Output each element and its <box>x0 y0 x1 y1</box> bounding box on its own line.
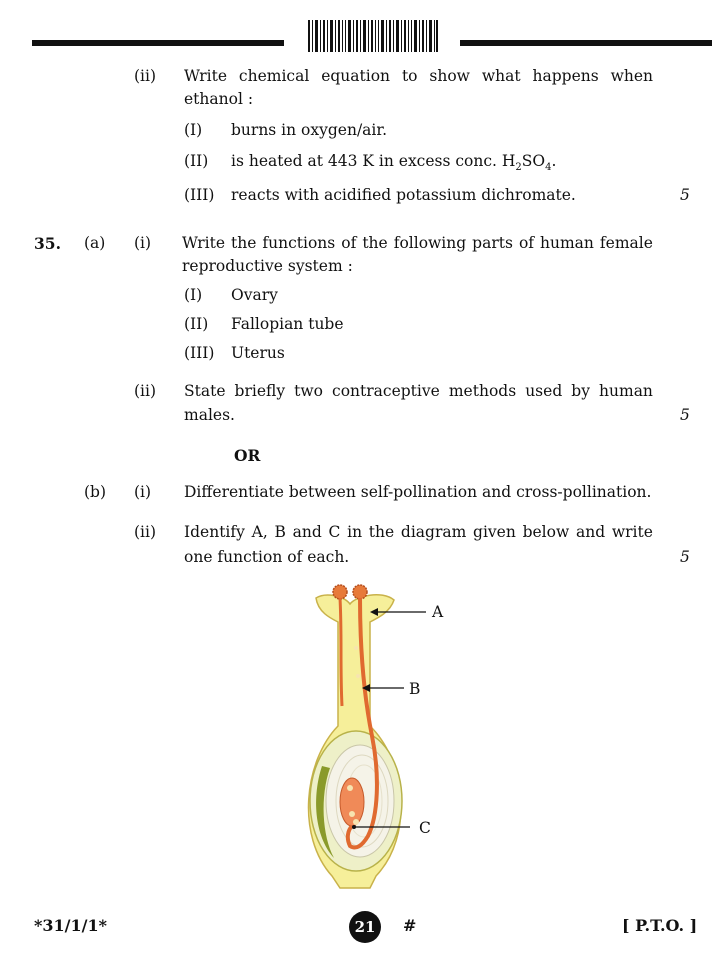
q35-ai-item-text: Uterus <box>231 344 285 362</box>
q35-b-label: (b) <box>84 483 107 501</box>
q35-ai-line2: reproductive system : <box>182 257 353 275</box>
word: in <box>347 523 363 541</box>
embryo-sac <box>340 778 364 826</box>
q35-b-marks: 5 <box>680 548 690 566</box>
word: chemical <box>238 67 310 85</box>
q34-item-text: reacts with acidified potassium dichromate. <box>231 186 576 204</box>
q34-item-num: (II) <box>184 152 209 170</box>
q35-ai-number: (i) <box>134 234 152 252</box>
word: used <box>525 382 563 400</box>
diagram-label-b: B <box>409 680 421 698</box>
word: by <box>571 382 590 400</box>
word: two <box>294 382 323 400</box>
q34-part-ii-number: (ii) <box>134 67 157 85</box>
word: and <box>575 523 606 541</box>
q35-bii-line1 <box>184 523 653 541</box>
q35-ai-item-text: Ovary <box>231 286 278 304</box>
text-segment: is heated at 443 K in excess conc. H <box>231 152 516 170</box>
q34-part-ii-line1 <box>184 67 653 85</box>
q35-aii-number: (ii) <box>134 382 157 400</box>
q35-aii-line2: males. <box>184 406 235 424</box>
header-bar-right <box>460 40 712 46</box>
q35-aii-line1 <box>184 382 653 400</box>
egg-apparatus <box>353 819 359 825</box>
word: contraceptive <box>332 382 440 400</box>
word: below <box>522 523 570 541</box>
word: human <box>599 382 653 400</box>
header-bar-left <box>32 40 284 46</box>
paper-code: *31/1/1* <box>34 916 107 935</box>
q35-number: 35. <box>34 234 61 253</box>
pistil-diagram <box>286 576 456 892</box>
q34-item-text <box>231 152 556 173</box>
word: A, <box>251 523 268 541</box>
word: Identify <box>184 523 245 541</box>
word: equation <box>321 67 391 85</box>
word: happens <box>532 67 599 85</box>
word: C <box>328 523 341 541</box>
q34-item-num: (III) <box>184 186 215 204</box>
egg-apparatus <box>349 811 355 817</box>
word: the <box>231 234 257 252</box>
pollen-grain <box>353 585 367 599</box>
word: methods <box>448 382 517 400</box>
pollen-tube <box>340 598 342 706</box>
word: the <box>362 234 388 252</box>
word: of <box>518 234 535 252</box>
word: following <box>393 234 467 252</box>
word: of <box>341 234 357 252</box>
word: Write <box>182 234 226 252</box>
q35-ai-item-text: Fallopian tube <box>231 315 344 333</box>
word: female <box>599 234 653 252</box>
q34-part-ii-line2: ethanol : <box>184 90 254 108</box>
text-segment: . <box>551 152 557 170</box>
q35-bi-number: (i) <box>134 483 152 501</box>
pointer-dot <box>352 825 356 829</box>
polar-nuclei <box>347 785 353 791</box>
q35-ai-item-num: (I) <box>184 286 203 304</box>
word: functions <box>262 234 336 252</box>
text-segment: SO <box>521 152 546 170</box>
q35-ai-item-num: (II) <box>184 315 209 333</box>
or-divider: OR <box>234 446 261 465</box>
diagram-label-c: C <box>419 819 431 837</box>
q35-bi-text: Differentiate between self-pollination and cross-pollination. <box>184 483 652 501</box>
q35-a-label: (a) <box>84 234 106 252</box>
q35-ai-line1 <box>182 234 653 252</box>
page-number: 21 <box>349 911 381 943</box>
q34-item-text: burns in oxygen/air. <box>231 121 388 139</box>
word: to <box>401 67 418 85</box>
word: Write <box>184 67 228 85</box>
subscript: 4 <box>545 162 552 174</box>
q35-bii-line2: one function of each. <box>184 548 350 566</box>
subscript: 2 <box>515 162 522 174</box>
word: parts <box>472 234 513 252</box>
q35-bii-number: (ii) <box>134 523 157 541</box>
word: given <box>473 523 516 541</box>
pto-label: [ P.T.O. ] <box>622 916 698 935</box>
q34-marks: 5 <box>680 186 690 204</box>
word: briefly <box>234 382 286 400</box>
word: when <box>610 67 653 85</box>
word: State <box>184 382 226 400</box>
q35-a-marks: 5 <box>680 406 690 424</box>
word: diagram <box>400 523 467 541</box>
nucleus-dot <box>356 674 360 678</box>
pollen-grain <box>333 585 347 599</box>
word: the <box>368 523 395 541</box>
barcode-icon <box>308 20 438 52</box>
word: and <box>292 523 322 541</box>
word: human <box>540 234 594 252</box>
word: what <box>481 67 521 85</box>
q35-ai-item-num: (III) <box>184 344 215 362</box>
hash-mark: # <box>403 916 417 935</box>
word: show <box>429 67 470 85</box>
q34-item-num: (I) <box>184 121 203 139</box>
word: write <box>611 523 653 541</box>
nucleus-dot <box>354 646 358 650</box>
diagram-label-a: A <box>432 603 444 621</box>
word: B <box>274 523 286 541</box>
